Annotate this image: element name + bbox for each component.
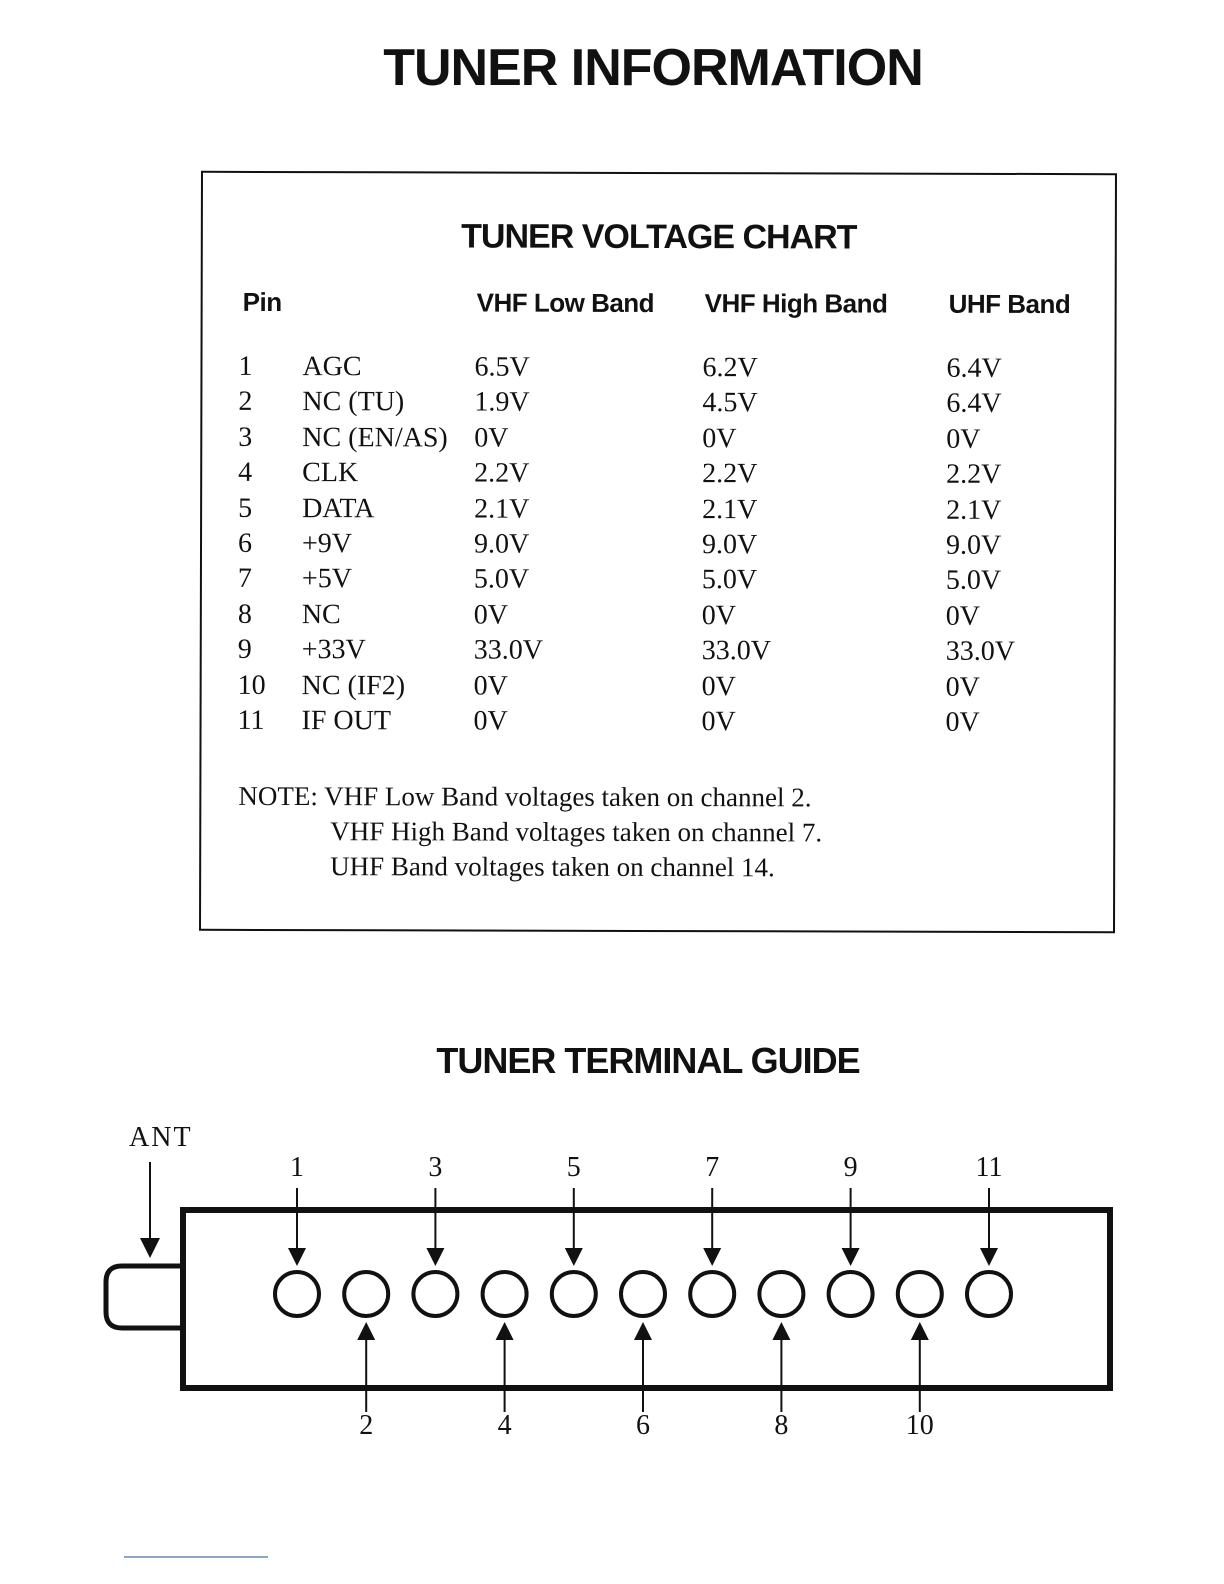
pin-1-arrow-head	[288, 1248, 306, 1266]
pin-number-label: 8	[774, 1410, 789, 1441]
footer-line	[124, 1556, 268, 1558]
cell-vhf-low: 0V	[474, 422, 509, 454]
cell-name: CLK	[302, 457, 359, 489]
header-vhf-low: VHF Low Band	[476, 287, 655, 318]
cell-pin: 7	[237, 563, 252, 595]
header-vhf-high: VHF High Band	[704, 288, 888, 319]
cell-uhf: 9.0V	[945, 529, 1002, 561]
ant-connector	[106, 1266, 183, 1328]
cell-pin: 8	[237, 598, 252, 630]
cell-name: DATA	[302, 492, 375, 524]
tuner-body	[183, 1210, 1110, 1388]
table-row	[202, 526, 1114, 564]
pin-number-label: 10	[905, 1410, 934, 1441]
pins-group	[275, 1188, 1011, 1412]
note-line-1: NOTE: VHF Low Band voltages taken on channel 2.	[238, 780, 812, 813]
cell-name: AGC	[302, 351, 362, 383]
pin-2-arrow-head	[357, 1322, 375, 1340]
cell-vhf-low: 0V	[473, 670, 508, 702]
cell-vhf-high: 0V	[702, 422, 737, 454]
pin-number-label: 1	[290, 1152, 304, 1183]
pin-7-arrow-head	[703, 1248, 721, 1266]
cell-vhf-high: 2.2V	[702, 458, 758, 490]
cell-uhf: 0V	[945, 706, 980, 738]
cell-pin: 5	[238, 492, 253, 524]
header-uhf: UHF Band	[948, 288, 1071, 320]
table-row	[202, 561, 1114, 599]
pin-number-label: 2	[359, 1410, 374, 1441]
cell-name: NC (EN/AS)	[302, 421, 448, 454]
pin-5-terminal	[552, 1272, 596, 1316]
cell-vhf-high: 0V	[701, 670, 736, 702]
cell-name: +5V	[301, 563, 352, 595]
cell-name: +9V	[301, 528, 353, 560]
voltage-chart-box	[199, 171, 1117, 933]
note-line-2: VHF High Band voltages taken on channel 7.	[330, 816, 823, 848]
ant-arrow-head	[140, 1238, 160, 1258]
note-line-3: UHF Band voltages taken on channel 14.	[330, 851, 775, 883]
pin-number-label: 5	[566, 1152, 581, 1183]
pin-4-terminal	[483, 1272, 527, 1316]
cell-uhf: 2.2V	[946, 458, 1002, 491]
pin-3-terminal	[413, 1272, 457, 1316]
table-row	[202, 703, 1114, 741]
cell-pin: 2	[238, 386, 253, 418]
pin-number-label: 4	[497, 1410, 512, 1441]
table-row	[202, 632, 1114, 670]
pin-6-arrow-head	[634, 1322, 652, 1340]
cell-pin: 10	[237, 669, 266, 701]
cell-vhf-high: 5.0V	[701, 564, 758, 596]
voltage-chart-title: TUNER VOLTAGE CHART	[461, 217, 857, 257]
cell-name: +33V	[301, 634, 366, 666]
cell-vhf-low: 1.9V	[474, 386, 530, 419]
table-row	[202, 490, 1114, 528]
cell-uhf: 0V	[946, 423, 981, 455]
cell-vhf-low: 6.5V	[474, 351, 530, 383]
pin-6-terminal	[621, 1272, 665, 1316]
cell-vhf-low: 5.0V	[473, 563, 530, 596]
chart-note	[238, 779, 822, 886]
cell-pin: 11	[237, 704, 265, 736]
cell-uhf: 6.4V	[946, 388, 1002, 420]
cell-uhf: 33.0V	[945, 635, 1016, 668]
pin-8-arrow-head	[772, 1322, 790, 1340]
cell-vhf-low: 2.2V	[474, 457, 530, 489]
table-row	[202, 384, 1114, 422]
pin-11-terminal	[967, 1272, 1011, 1316]
cell-pin: 9	[237, 634, 252, 666]
pin-number-label: 7	[705, 1152, 720, 1183]
pin-5-arrow-head	[565, 1248, 583, 1266]
page-title: TUNER INFORMATION	[383, 39, 923, 97]
cell-vhf-high: 2.1V	[702, 493, 758, 525]
cell-vhf-low: 0V	[473, 599, 509, 631]
table-row	[202, 349, 1114, 387]
cell-vhf-high: 6.2V	[702, 352, 758, 384]
pin-2-terminal	[344, 1272, 388, 1316]
cell-vhf-high: 9.0V	[701, 529, 758, 561]
pin-10-arrow-head	[911, 1322, 929, 1340]
cell-name: IF OUT	[301, 704, 392, 737]
header-pin: Pin	[242, 286, 282, 318]
pin-3-arrow-head	[426, 1248, 444, 1266]
cell-name: NC	[301, 598, 341, 630]
cell-uhf: 0V	[945, 671, 980, 703]
pin-4-arrow-head	[496, 1322, 514, 1340]
table-row	[202, 667, 1114, 705]
pin-8-terminal	[759, 1272, 803, 1316]
terminal-guide-title: TUNER TERMINAL GUIDE	[436, 1040, 860, 1081]
table-row	[202, 420, 1114, 458]
cell-vhf-low: 33.0V	[473, 634, 544, 666]
cell-vhf-high: 33.0V	[701, 635, 772, 667]
table-row	[202, 455, 1114, 493]
cell-pin: 1	[238, 350, 253, 382]
pin-number-label: 3	[428, 1152, 443, 1183]
cell-uhf: 5.0V	[945, 565, 1002, 597]
voltage-table	[202, 349, 1115, 741]
pin-10-terminal	[898, 1272, 942, 1316]
ant-label: ANT	[129, 1122, 193, 1153]
cell-pin: 3	[238, 421, 253, 453]
cell-name: NC (IF2)	[301, 669, 406, 701]
table-row	[202, 597, 1114, 635]
pin-number-label: 9	[843, 1152, 858, 1183]
cell-vhf-high: 0V	[701, 599, 737, 631]
cell-vhf-high: 0V	[701, 706, 736, 738]
cell-vhf-low: 2.1V	[474, 493, 530, 525]
cell-vhf-low: 9.0V	[473, 528, 530, 560]
pin-11-arrow-head	[980, 1248, 998, 1266]
pin-9-terminal	[829, 1272, 873, 1316]
cell-uhf: 6.4V	[946, 352, 1002, 384]
pin-number-label: 6	[636, 1410, 650, 1441]
pin-number-label: 11	[975, 1152, 1003, 1183]
pin-1-terminal	[275, 1272, 319, 1316]
cell-uhf: 2.1V	[946, 494, 1002, 526]
cell-vhf-low: 0V	[473, 705, 508, 737]
pin-9-arrow-head	[842, 1248, 860, 1266]
terminal-diagram	[0, 1110, 1224, 1470]
cell-name: NC (TU)	[302, 386, 405, 418]
cell-pin: 6	[237, 527, 253, 559]
cell-vhf-high: 4.5V	[702, 387, 758, 419]
cell-uhf: 0V	[945, 600, 981, 632]
pin-7-terminal	[690, 1272, 734, 1316]
cell-pin: 4	[238, 457, 253, 489]
